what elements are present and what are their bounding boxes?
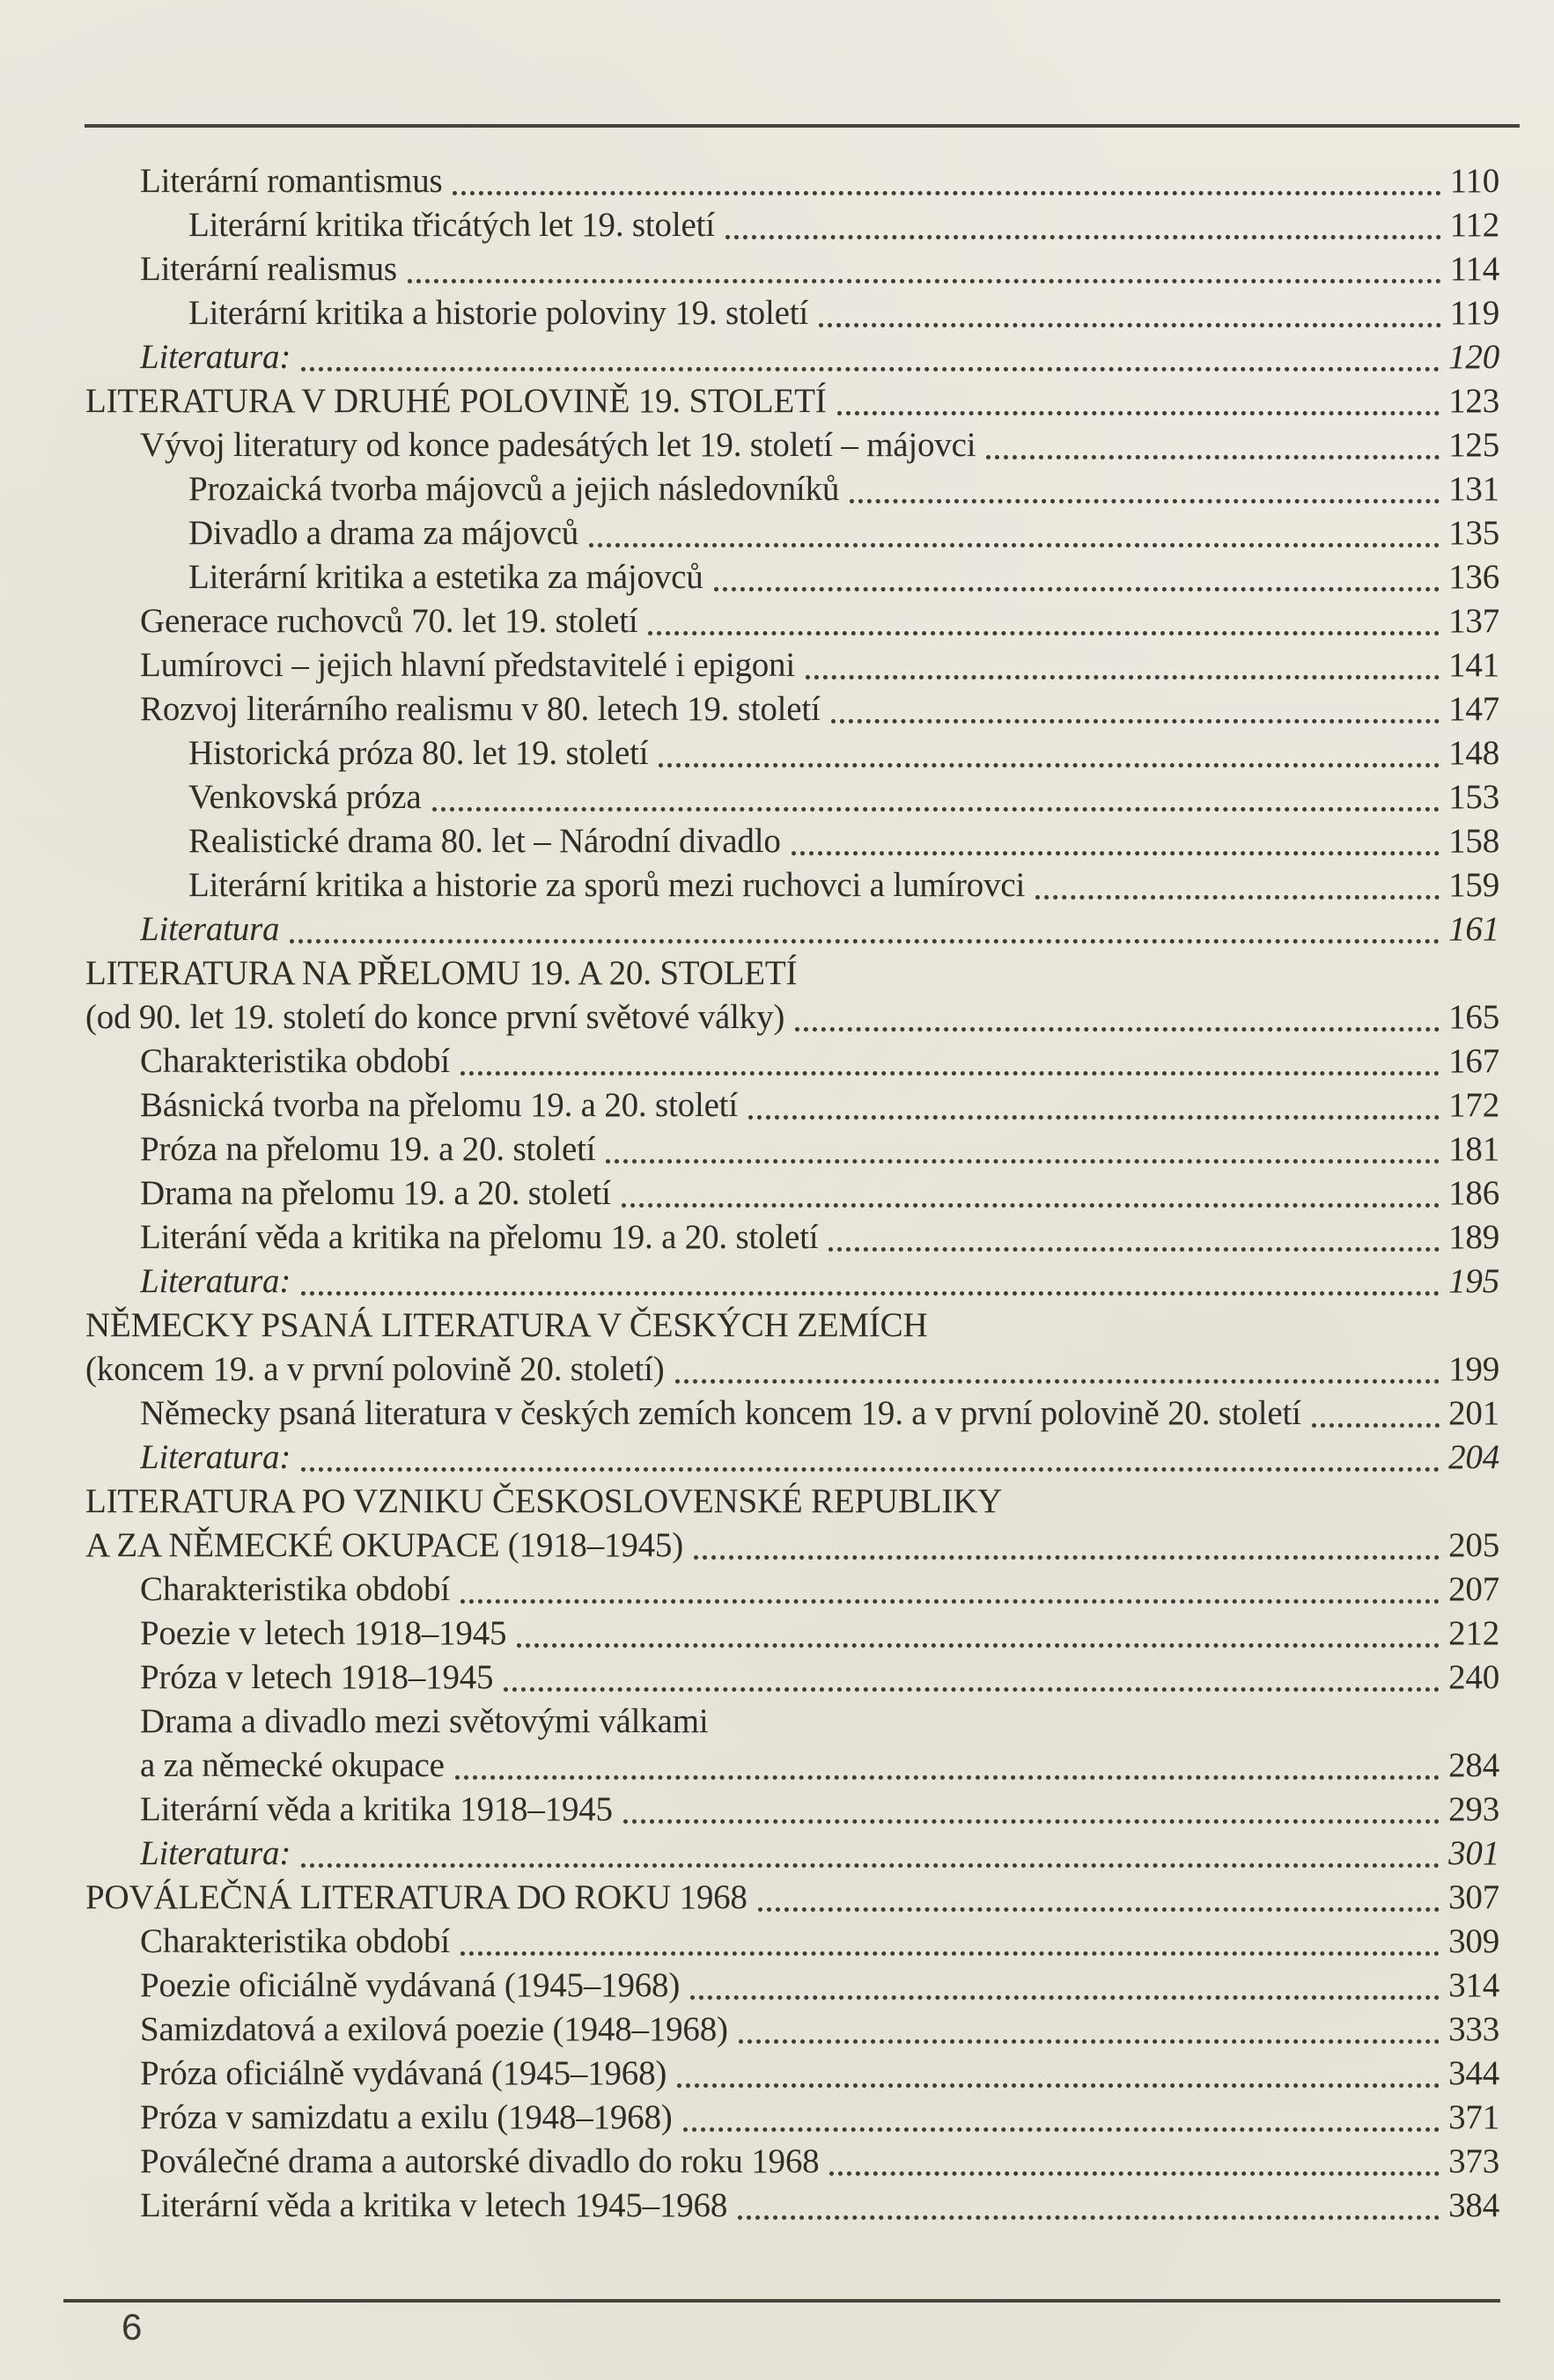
toc-entry-page: 189 — [1448, 1218, 1499, 1256]
toc-entry — [85, 161, 1499, 205]
toc-leader-dots — [432, 807, 1440, 812]
toc-leader-dots — [301, 1291, 1440, 1296]
toc-entry-text: Literání věda a kritika na přelomu 19. a 20. století — [140, 1218, 819, 1256]
toc-leader-dots — [739, 2039, 1440, 2044]
toc-leader-dots — [714, 587, 1440, 591]
toc-entry — [85, 689, 1499, 733]
toc-leader-dots — [829, 2171, 1440, 2176]
toc-entry-text: Literární kritika třicátých let 19. století — [188, 206, 715, 244]
top-rule — [85, 124, 1520, 128]
toc-entry-page: 212 — [1448, 1614, 1499, 1652]
toc-entry-page: 371 — [1448, 2098, 1499, 2136]
toc-entry-page: 186 — [1448, 1174, 1499, 1212]
toc-entry-text: NĚMECKY PSANÁ LITERATURA V ČESKÝCH ZEMÍCH — [85, 1306, 928, 1344]
toc-entry-text: Literární kritika a historie poloviny 19. století — [188, 294, 808, 332]
toc-entry-text: Literatura: — [140, 1834, 291, 1872]
toc-entry — [85, 1965, 1499, 2009]
toc-entry-page: 167 — [1448, 1042, 1499, 1080]
toc-entry-text: Samizdatová a exilová poezie (1948–1968) — [140, 2010, 728, 2048]
toc-entry — [85, 425, 1499, 469]
toc-entry-page: 110 — [1449, 162, 1499, 200]
toc-entry — [85, 2053, 1499, 2097]
toc-entry-text: Poválečné drama a autorské divadlo do roku 1968 — [140, 2142, 820, 2180]
toc-entry-page: 373 — [1448, 2142, 1499, 2180]
page-number: 6 — [122, 2306, 143, 2347]
toc-entry — [85, 1393, 1499, 1437]
toc-entry-text: Generace ruchovců 70. let 19. století — [140, 602, 638, 640]
toc-entry — [85, 1745, 1499, 1789]
toc-entry — [85, 2097, 1499, 2141]
toc-entry — [85, 2009, 1499, 2053]
toc-entry-text: Německy psaná literatura v českých zemích koncem 19. a v první polovině 20. století — [140, 1394, 1301, 1432]
toc-entry — [85, 865, 1499, 909]
toc-leader-dots — [677, 2083, 1440, 2088]
toc-entry — [85, 1613, 1499, 1657]
toc-leader-dots — [725, 235, 1441, 239]
toc-entry — [85, 1129, 1499, 1173]
toc-entry-page: 161 — [1448, 910, 1499, 948]
toc-entry-text: Rozvoj literárního realismu v 80. letech 19. století — [140, 690, 821, 728]
toc-leader-dots — [795, 1027, 1440, 1032]
toc-entry — [85, 2185, 1499, 2229]
toc-entry-text: Charakteristika období — [140, 1570, 450, 1608]
toc-entry-text: Literatura — [140, 910, 280, 948]
toc-leader-dots — [648, 631, 1440, 635]
toc-entry-text: A ZA NĚMECKÉ OKUPACE (1918–1945) — [85, 1526, 684, 1564]
toc-entry-page: 147 — [1448, 690, 1499, 728]
toc-leader-dots — [301, 367, 1440, 371]
toc-leader-dots — [659, 763, 1440, 768]
toc-entry-page: 137 — [1448, 602, 1499, 640]
toc-entry-text: Poezie oficiálně vydávaná (1945–1968) — [140, 1966, 681, 2004]
toc-entry-text: Próza v letech 1918–1945 — [140, 1658, 494, 1696]
toc-leader-dots — [460, 1951, 1440, 1956]
toc-leader-dots — [819, 323, 1441, 327]
toc-entry — [85, 733, 1499, 777]
toc-entry — [85, 1173, 1499, 1217]
toc-entry-page: 284 — [1448, 1746, 1499, 1784]
toc-entry-page: 136 — [1448, 558, 1499, 596]
toc-entry-page: 384 — [1448, 2186, 1499, 2224]
toc-entry-page: 153 — [1448, 778, 1499, 816]
toc-entry-page: 131 — [1448, 470, 1499, 508]
toc-leader-dots — [986, 455, 1440, 459]
toc-entry-page: 309 — [1448, 1922, 1499, 1960]
toc-leader-dots — [1035, 895, 1440, 900]
table-of-contents — [85, 161, 1499, 2229]
toc-leader-dots — [1312, 1423, 1440, 1428]
toc-leader-dots — [460, 1599, 1440, 1604]
toc-leader-dots — [606, 1159, 1440, 1164]
toc-entry-page: 344 — [1448, 2054, 1499, 2092]
bottom-rule — [63, 2299, 1500, 2303]
toc-entry-text: Literatura: — [140, 1262, 291, 1300]
toc-entry-text: Venkovská próza — [188, 778, 422, 816]
toc-leader-dots — [290, 939, 1440, 944]
toc-leader-dots — [301, 1467, 1440, 1472]
toc-entry — [85, 997, 1499, 1041]
toc-leader-dots — [837, 411, 1440, 415]
toc-leader-dots — [694, 1555, 1440, 1560]
toc-entry-text: Literární romantismus — [140, 162, 443, 200]
toc-entry — [85, 293, 1499, 337]
toc-entry-page: 201 — [1448, 1394, 1499, 1432]
toc-entry-page: 112 — [1449, 206, 1499, 244]
toc-entry-page: 135 — [1448, 514, 1499, 552]
toc-entry — [85, 1349, 1499, 1393]
toc-entry-text: Prozaická tvorba májovců a jejich následovníků — [188, 470, 840, 508]
toc-entry-text: Drama a divadlo mezi světovými válkami — [140, 1702, 709, 1740]
toc-leader-dots — [792, 851, 1440, 856]
toc-leader-dots — [589, 543, 1440, 547]
toc-leader-dots — [738, 2215, 1440, 2220]
toc-entry-text: Drama na přelomu 19. a 20. století — [140, 1174, 611, 1212]
toc-entry-text: Historická próza 80. let 19. století — [188, 734, 649, 772]
toc-entry — [85, 1789, 1499, 1833]
toc-entry — [85, 1305, 1499, 1349]
toc-leader-dots — [453, 191, 1440, 195]
toc-entry-text: (od 90. let 19. století do konce první světové války) — [85, 998, 785, 1036]
toc-entry — [85, 1217, 1499, 1261]
toc-entry-page: 307 — [1448, 1878, 1499, 1916]
toc-entry — [85, 205, 1499, 249]
toc-entry-text: a za německé okupace — [140, 1746, 445, 1784]
toc-entry-text: Vývoj literatury od konce padesátých let 19. století – májovci — [140, 426, 976, 464]
toc-entry-page: 114 — [1449, 250, 1499, 288]
toc-entry-text: Realistické drama 80. let – Národní divadlo — [188, 822, 781, 860]
toc-entry-text: LITERATURA NA PŘELOMU 19. A 20. STOLETÍ — [85, 954, 798, 992]
toc-entry-page: 148 — [1448, 734, 1499, 772]
toc-entry — [85, 469, 1499, 513]
toc-leader-dots — [850, 499, 1440, 503]
toc-entry — [85, 249, 1499, 293]
toc-entry-page: 141 — [1448, 646, 1499, 684]
toc-entry — [85, 1525, 1499, 1569]
toc-leader-dots — [829, 1247, 1440, 1252]
toc-entry-text: Literární kritika a historie za sporů mezi ruchovci a lumírovci — [188, 866, 1026, 904]
toc-entry-page: 119 — [1449, 294, 1499, 332]
toc-entry — [85, 1833, 1499, 1877]
toc-entry-page: 207 — [1448, 1570, 1499, 1608]
toc-entry — [85, 1261, 1499, 1305]
toc-entry-page: 293 — [1448, 1790, 1499, 1828]
toc-entry-page: 181 — [1448, 1130, 1499, 1168]
toc-entry — [85, 1921, 1499, 1965]
toc-entry-page: 333 — [1448, 2010, 1499, 2048]
toc-entry-text: LITERATURA V DRUHÉ POLOVINĚ 19. STOLETÍ — [85, 382, 827, 420]
toc-entry — [85, 557, 1499, 601]
toc-entry-text: Literární realismus — [140, 250, 397, 288]
toc-entry-page: 159 — [1448, 866, 1499, 904]
toc-entry-text: Poezie v letech 1918–1945 — [140, 1614, 507, 1652]
toc-entry-page: 205 — [1448, 1526, 1499, 1564]
toc-entry-page: 240 — [1448, 1658, 1499, 1696]
toc-leader-dots — [504, 1687, 1440, 1692]
toc-entry — [85, 337, 1499, 381]
toc-entry-page: 195 — [1448, 1262, 1499, 1300]
toc-entry-text: Charakteristika období — [140, 1042, 450, 1080]
toc-leader-dots — [675, 1379, 1440, 1384]
toc-entry-page: 204 — [1448, 1438, 1499, 1476]
toc-entry-page: 301 — [1448, 1834, 1499, 1872]
toc-leader-dots — [622, 1203, 1440, 1208]
toc-entry-text: Próza na přelomu 19. a 20. století — [140, 1130, 596, 1168]
toc-entry — [85, 953, 1499, 997]
toc-entry-page: 165 — [1448, 998, 1499, 1036]
toc-entry — [85, 645, 1499, 689]
toc-entry-text: Charakteristika období — [140, 1922, 450, 1960]
toc-entry — [85, 1701, 1499, 1745]
toc-entry — [85, 1085, 1499, 1129]
toc-leader-dots — [455, 1775, 1440, 1780]
toc-entry — [85, 1437, 1499, 1481]
toc-entry-text: Literární kritika a estetika za májovců — [188, 558, 703, 596]
toc-entry-text: Literární věda a kritika 1918–1945 — [140, 1790, 613, 1828]
toc-entry-page: 158 — [1448, 822, 1499, 860]
toc-leader-dots — [408, 279, 1441, 283]
toc-leader-dots — [301, 1863, 1440, 1868]
toc-leader-dots — [806, 675, 1440, 679]
toc-leader-dots — [683, 2127, 1440, 2132]
toc-entry-text: Próza oficiálně vydávaná (1945–1968) — [140, 2054, 667, 2092]
toc-leader-dots — [517, 1643, 1440, 1648]
toc-entry-page: 125 — [1448, 426, 1499, 464]
toc-entry — [85, 909, 1499, 953]
toc-entry — [85, 1481, 1499, 1525]
toc-entry — [85, 513, 1499, 557]
toc-entry-text: Literatura: — [140, 1438, 291, 1476]
toc-entry-text: Básnická tvorba na přelomu 19. a 20. století — [140, 1086, 738, 1124]
toc-entry — [85, 821, 1499, 865]
toc-leader-dots — [758, 1907, 1440, 1912]
toc-entry-text: Divadlo a drama za májovců — [188, 514, 579, 552]
toc-entry-text: LITERATURA PO VZNIKU ČESKOSLOVENSKÉ REPUBLIKY — [85, 1482, 1003, 1520]
toc-entry-text: Literatura: — [140, 338, 291, 376]
toc-entry-page: 199 — [1448, 1350, 1499, 1388]
toc-entry-page: 314 — [1448, 1966, 1499, 2004]
toc-leader-dots — [623, 1819, 1440, 1824]
toc-entry-text: Literární věda a kritika v letech 1945–1968 — [140, 2186, 728, 2224]
toc-entry — [85, 1569, 1499, 1613]
toc-entry-page: 123 — [1448, 382, 1499, 420]
toc-entry — [85, 601, 1499, 645]
toc-entry-page: 120 — [1448, 338, 1499, 376]
toc-entry-page: 172 — [1448, 1086, 1499, 1124]
toc-entry — [85, 1657, 1499, 1701]
toc-leader-dots — [690, 1995, 1440, 2000]
toc-entry — [85, 381, 1499, 425]
toc-entry — [85, 777, 1499, 821]
toc-leader-dots — [748, 1115, 1440, 1120]
toc-entry — [85, 2141, 1499, 2185]
toc-entry-text: POVÁLEČNÁ LITERATURA DO ROKU 1968 — [85, 1878, 748, 1916]
toc-leader-dots — [460, 1071, 1440, 1076]
toc-entry — [85, 1877, 1499, 1921]
toc-entry — [85, 1041, 1499, 1085]
toc-leader-dots — [831, 719, 1440, 724]
toc-entry-text: Próza v samizdatu a exilu (1948–1968) — [140, 2098, 673, 2136]
toc-entry-text: Lumírovci – jejich hlavní představitelé i epigoni — [140, 646, 795, 684]
toc-entry-text: (koncem 19. a v první polovině 20. století) — [85, 1350, 665, 1388]
